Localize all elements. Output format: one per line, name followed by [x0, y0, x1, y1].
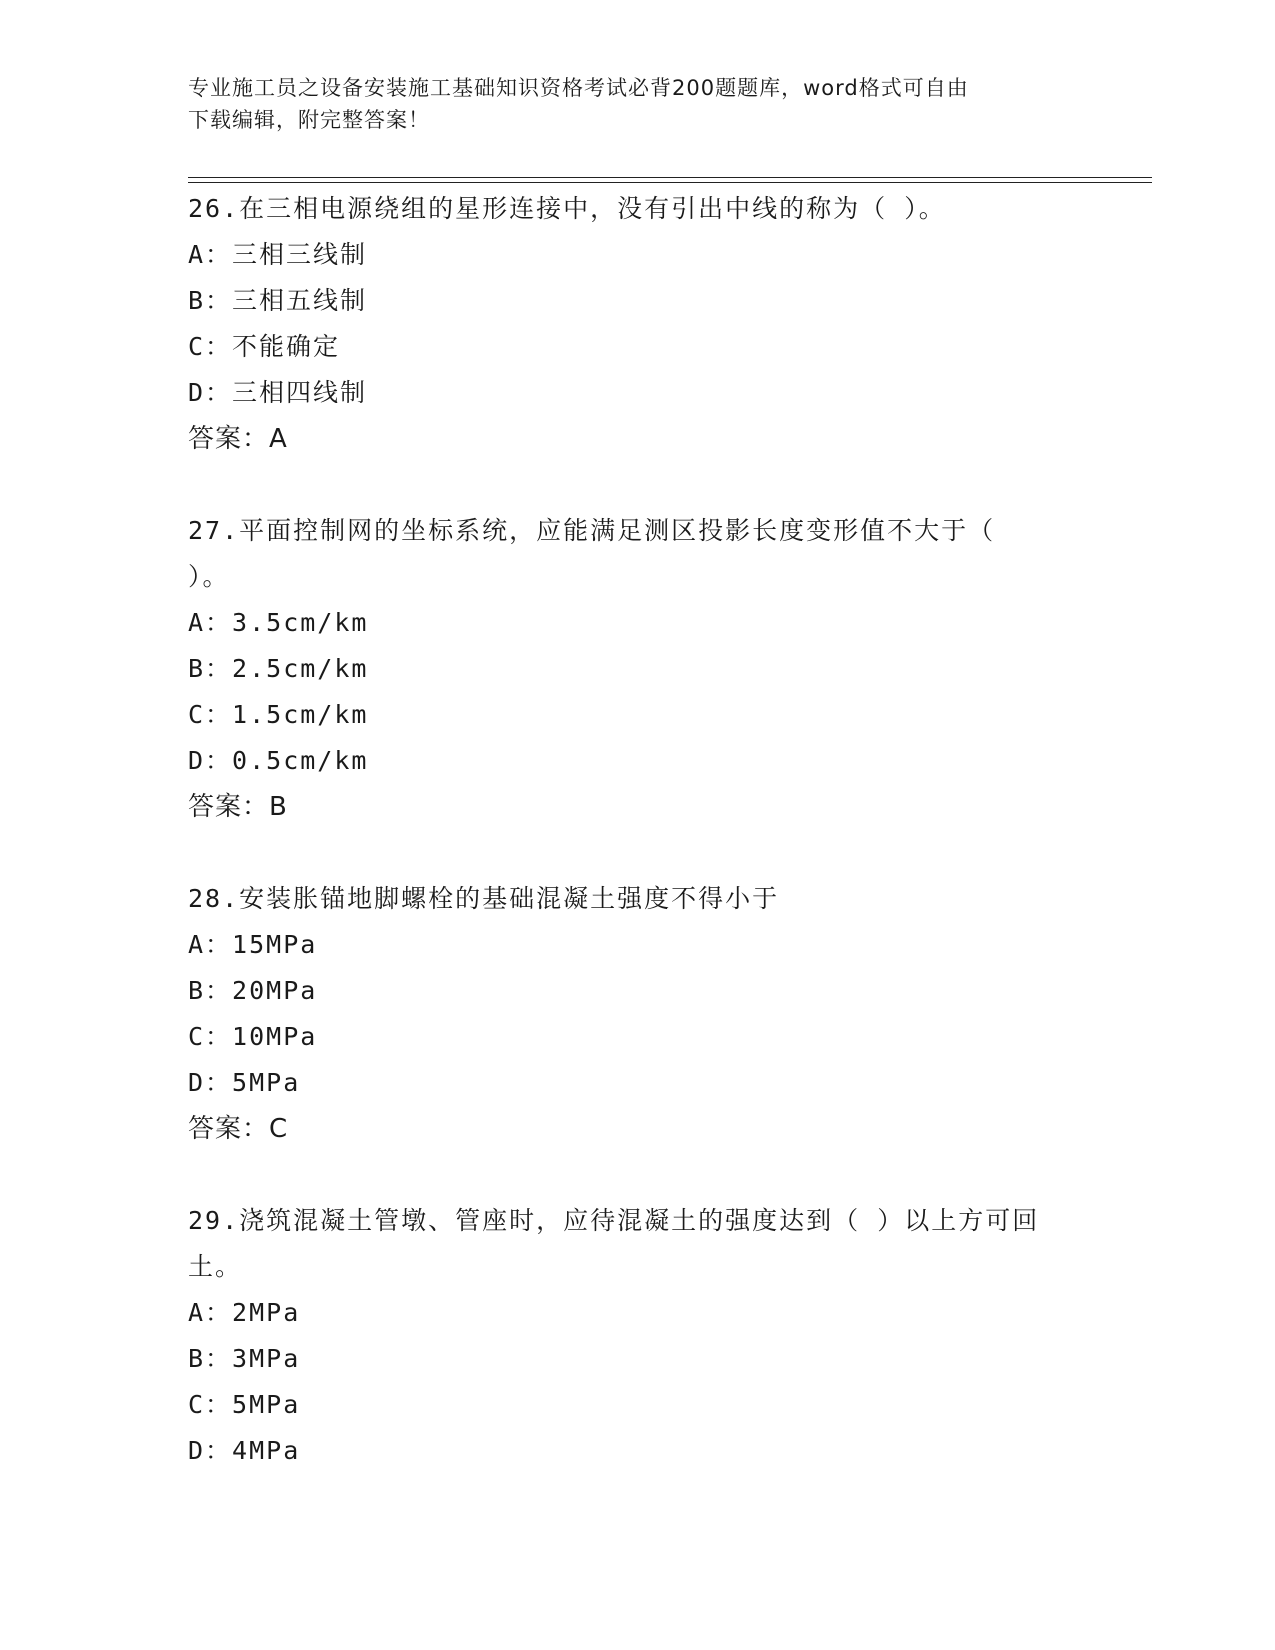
- header-rule-top: [188, 177, 1152, 178]
- question-list: [188, 186, 1088, 1520]
- option-c: C：1.5cm/km: [188, 700, 369, 729]
- option-d: D：4MPa: [188, 1436, 301, 1465]
- answer: 答案：B: [188, 792, 288, 822]
- option-c: C：5MPa: [188, 1390, 301, 1419]
- option-c: C：不能确定: [188, 332, 341, 361]
- option-b: B：20MPa: [188, 976, 318, 1005]
- option-d: D：三相四线制: [188, 378, 368, 407]
- option-b: B：3MPa: [188, 1344, 301, 1373]
- answer: 答案：A: [188, 424, 288, 454]
- option-d: D：0.5cm/km: [188, 746, 369, 775]
- question-text: 28.安装胀锚地脚螺栓的基础混凝土强度不得小于: [188, 884, 780, 913]
- option-c: C：10MPa: [188, 1022, 318, 1051]
- question-text: 29.浇筑混凝土管墩、管座时，应待混凝土的强度达到（ ）以上方可回土。: [188, 1206, 1040, 1281]
- question-text: 27.平面控制网的坐标系统，应能满足测区投影长度变形值不大于（ ）。: [188, 516, 996, 591]
- question-28: [188, 876, 1088, 1152]
- option-a: A：3.5cm/km: [188, 608, 369, 637]
- option-a: A：三相三线制: [188, 240, 368, 269]
- answer: 答案：C: [188, 1114, 289, 1144]
- question-27: [188, 508, 1088, 830]
- option-a: A：2MPa: [188, 1298, 301, 1327]
- option-a: A：15MPa: [188, 930, 318, 959]
- option-b: B：三相五线制: [188, 286, 368, 315]
- question-26: [188, 186, 1088, 462]
- header-line-1: 专业施工员之设备安装施工基础知识资格考试必背200题题库，word格式可自由: [188, 76, 969, 100]
- option-b: B：2.5cm/km: [188, 654, 369, 683]
- question-29: [188, 1198, 1088, 1474]
- option-d: D：5MPa: [188, 1068, 301, 1097]
- document-header: [188, 72, 1088, 136]
- question-text: 26.在三相电源绕组的星形连接中，没有引出中线的称为（ ）。: [188, 194, 946, 223]
- header-rule-bottom: [188, 182, 1152, 183]
- header-line-2: 下载编辑，附完整答案！: [188, 108, 430, 132]
